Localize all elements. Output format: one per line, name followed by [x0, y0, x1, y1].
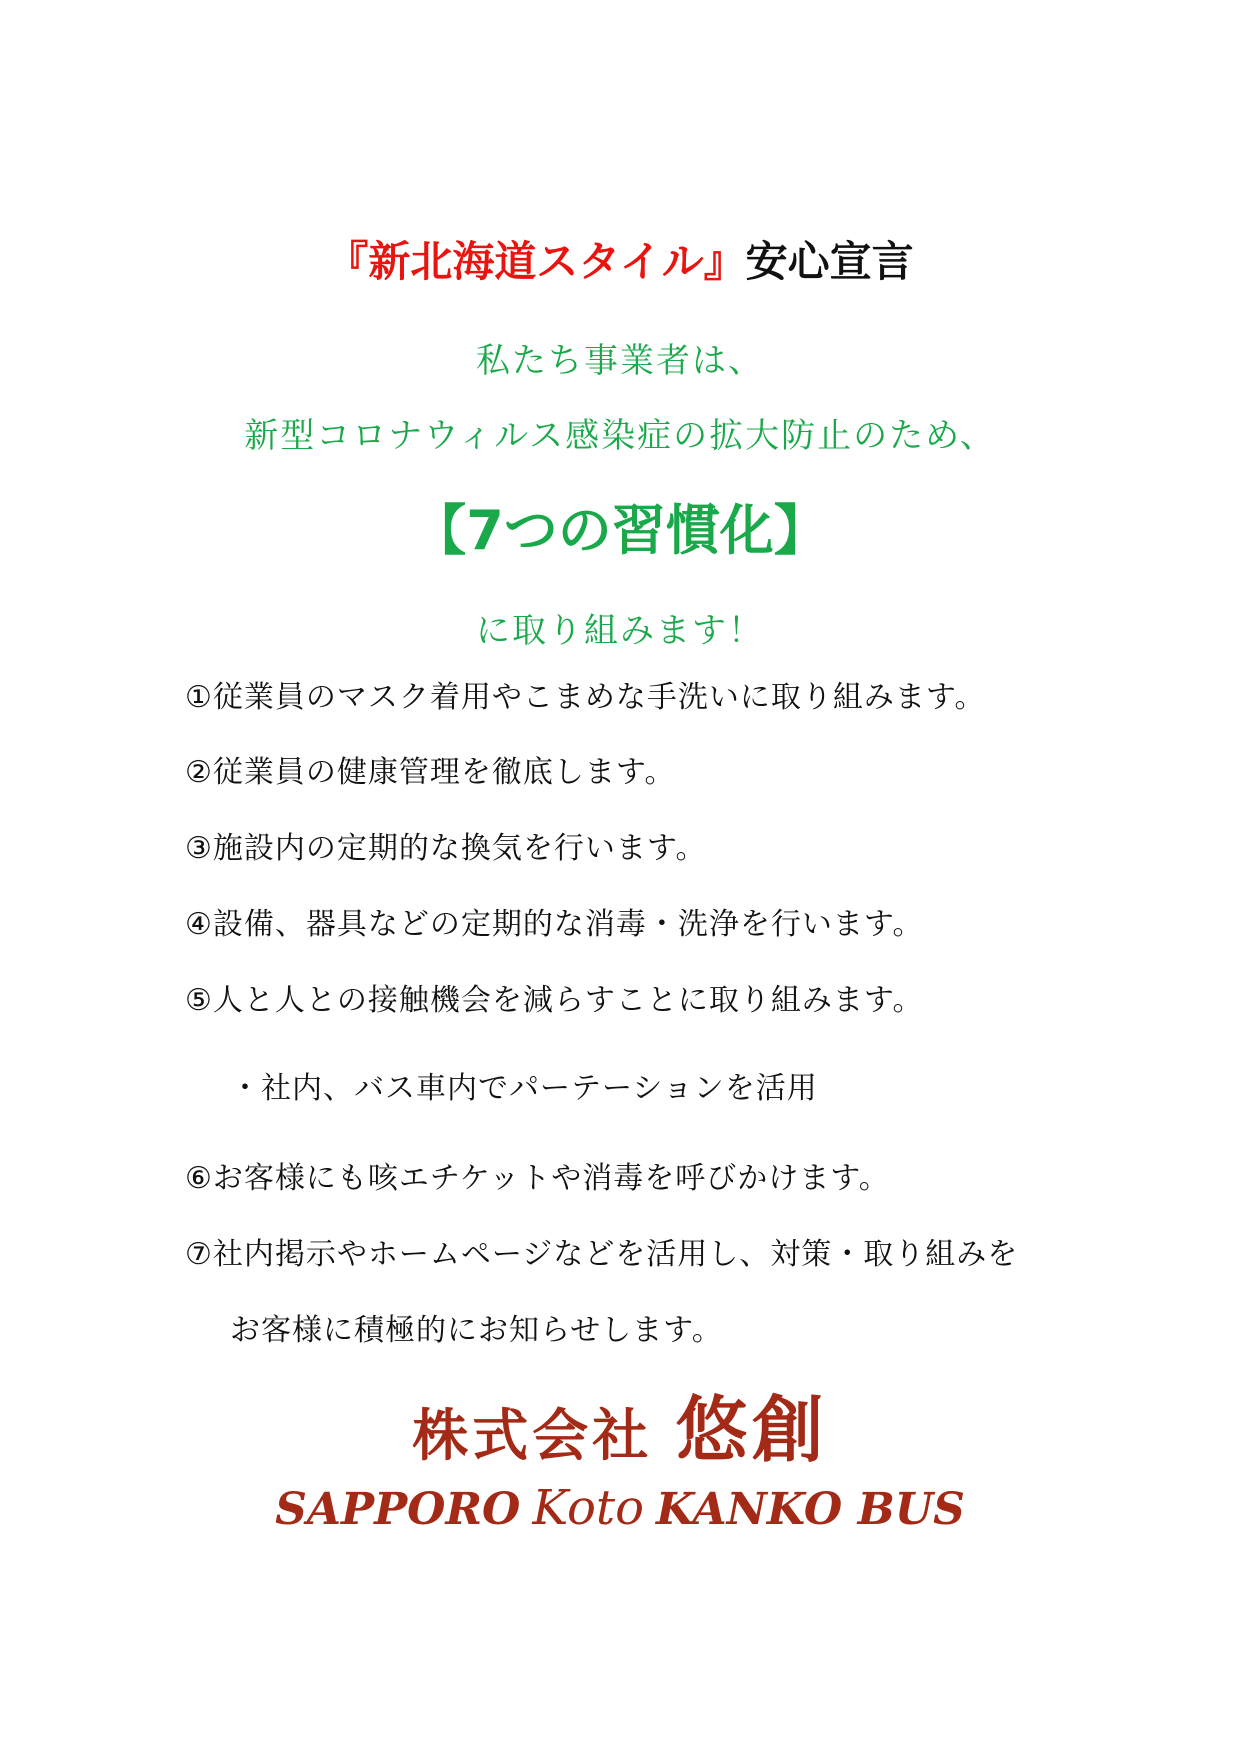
company-en-left: SAPPORO — [275, 1484, 521, 1535]
intro-line-2: 新型コロナウィルス感染症の拡大防止のため、 — [244, 416, 996, 456]
habit-item-1: ①従業員のマスク着用やこまめな手洗いに取り組みます。 — [185, 680, 986, 715]
company-name-english — [0, 1478, 1240, 1540]
company-name: 悠創 — [675, 1387, 828, 1472]
company-en-script: Koto — [532, 1480, 645, 1536]
habit-item-6: ⑥お客様にも咳エチケットや消毒を呼びかけます。 — [185, 1161, 890, 1196]
title-declaration: 安心宣言 — [745, 237, 914, 286]
habit-item-5: ⑤人と人との接触機会を減らすことに取り組みます。 — [185, 983, 924, 1018]
habit-item-5-detail: ・社内、バス車内でパーテーションを活用 — [230, 1071, 818, 1106]
intro-line-3: に取り組みます！ — [476, 611, 764, 651]
company-en-right: KANKO BUS — [656, 1484, 965, 1535]
habit-item-3: ③施設内の定期的な換気を行います。 — [185, 831, 707, 866]
company-type: 株式会社 — [412, 1403, 653, 1469]
intro-line-1: 私たち事業者は、 — [476, 341, 764, 381]
habit-item-2: ②従業員の健康管理を徹底します。 — [185, 755, 676, 790]
company-name-japanese — [0, 1387, 1240, 1476]
habit-item-7-continued: お客様に積極的にお知らせします。 — [230, 1313, 723, 1348]
seven-habits-headline: 【7つの習慣化】 — [412, 499, 828, 562]
title-style-name: 『新北海道スタイル』 — [326, 237, 746, 286]
page-title — [0, 232, 1240, 292]
habit-item-7: ⑦社内掲示やホームページなどを活用し、対策・取り組みを — [185, 1237, 1019, 1272]
habit-item-4: ④設備、器具などの定期的な消毒・洗浄を行います。 — [185, 907, 924, 942]
